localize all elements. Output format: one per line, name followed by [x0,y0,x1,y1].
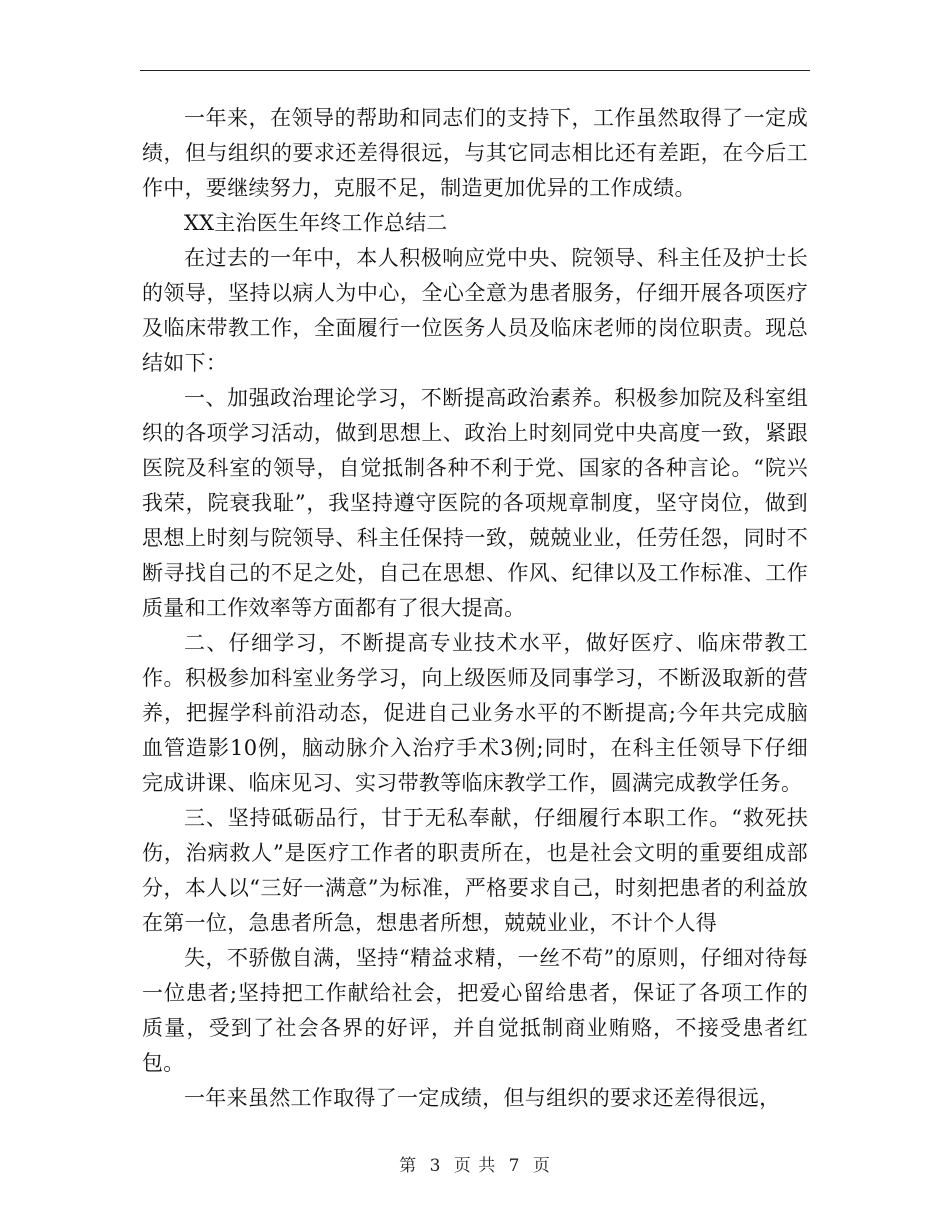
header-rule [140,70,810,71]
footer-suffix: 页 [532,1156,551,1176]
footer-middle: 页 共 [453,1156,497,1176]
paragraph-closing: 一年来虽然工作取得了一定成绩，但与组织的要求还差得很远， [184,1086,781,1110]
paragraph-study: 二、仔细学习，不断提高专业技术水平，做好医疗、临床带教工作。积极参加科室业务学习，向上级医师及同事学习，不断汲取新的营养，把握学科前沿动态，促进自己业务水平的不断提高;今年共完成脑血管造影10例，脑动脉介入治疗手术3例;同时，在科主任领导下仔细完成讲课、临床见习、实习带教等临床教学工作，圆满完成教学任务。 [142,631,808,795]
footer-page-number: 3 [429,1156,442,1176]
footer-prefix: 第 [399,1156,418,1176]
section-heading: XX主治医生年终工作总结二 [184,211,448,235]
paragraph-conduct: 三、坚持砥砺品行，甘于无私奉献，仔细履行本职工作。“救死扶伤，治病救人”是医疗工作者的职责所在，也是社会文明的重要组成部分，本人以“三好一满意”为标准，严格要求自己，时刻把患者的利益放在第一位，急患者所急，想患者所想，兢兢业业，不计个人得 [142,806,808,935]
footer-total-pages: 7 [508,1156,521,1176]
paragraph-politics: 一、加强政治理论学习，不断提高政治素养。积极参加院及科室组织的各项学习活动，做到思想上、政治上时刻同党中央高度一致，紧跟医院及科室的领导，自觉抵制各种不利于党、国家的各种言论。“院兴我荣，院衰我耻”，我坚持遵守医院的各项规章制度，坚守岗位，做到思想上时刻与院领导、科主任保持一致，兢兢业业，任劳任怨，同时不断寻找自己的不足之处，自己在思想、作风、纪律以及工作标准、工作质量和工作效率等方面都有了很大提高。 [142,386,808,620]
paragraph-conduct-continued: 失，不骄傲自满，坚持“精益求精，一丝不苟”的原则，仔细对待每一位患者;坚持把工作献给社会，把爱心留给患者，保证了各项工作的质量，受到了社会各界的好评，并自觉抵制商业贿赂，不接受患者红包。 [142,946,808,1075]
page-footer [0,1151,950,1176]
document-body [142,101,808,1116]
paragraph-intro: 在过去的一年中，本人积极响应党中央、院领导、科主任及护士长的领导，坚持以病人为中心，全心全意为患者服务，仔细开展各项医疗及临床带教工作，全面履行一位医务人员及临床老师的岗位职责。现总结如下： [142,246,808,375]
paragraph-1: 一年来，在领导的帮助和同志们的支持下，工作虽然取得了一定成绩，但与组织的要求还差得很远，与其它同志相比还有差距，在今后工作中，要继续努力，克服不足，制造更加优异的工作成绩。 [142,106,808,200]
